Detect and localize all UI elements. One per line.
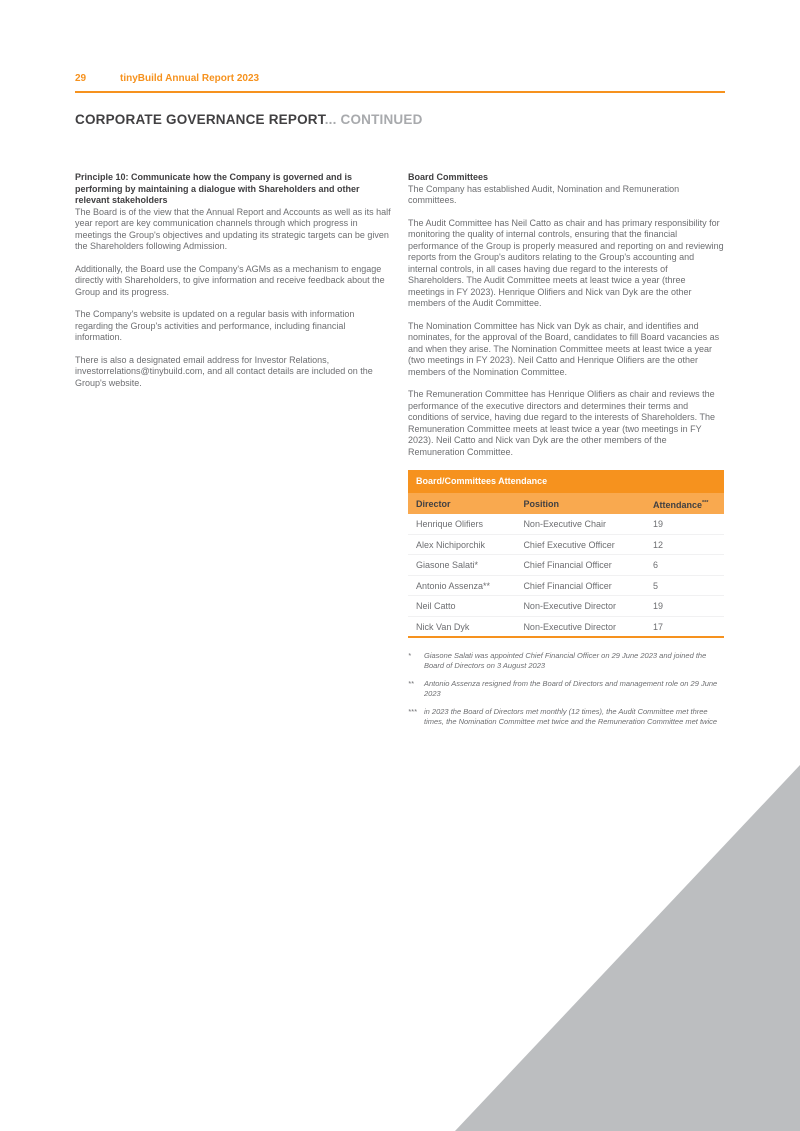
paragraph-committees-intro: The Company has established Audit, Nomination and Remuneration committees. [408, 183, 680, 205]
cell-position: Non-Executive Director [523, 601, 616, 611]
cell-position: Chief Financial Officer [523, 560, 612, 570]
cell-director: Giasone Salati* [416, 560, 479, 570]
attendance-table-body [408, 514, 724, 636]
paragraph-website: The Company's website is updated on a regular basis with information regarding the Group's activities and performance, including financial information. [75, 309, 355, 342]
column-header-director: Director [416, 498, 451, 509]
cell-attendance: 6 [652, 560, 658, 570]
cell-director: Alex Nichiporchik [416, 539, 486, 550]
paragraph-agms: Additionally, the Board use the Company's AGMs as a mechanism to engage directly with Shareholders, to give information and receive feedback about the Group and its progress. [75, 263, 385, 297]
cell-position: Non-Executive Director [523, 621, 616, 632]
cell-attendance: 17 [652, 621, 663, 632]
header-line [75, 73, 725, 85]
table-row [408, 596, 724, 617]
left-column [75, 172, 391, 735]
footnote-text: Giasone Salati was appointed Chief Financial Officer on 29 June 2023 and joined the Board of Directors on 3 August 2023 [424, 651, 707, 670]
footnote [408, 707, 724, 727]
attendance-table-header-row [408, 493, 724, 515]
table-row [408, 617, 724, 637]
column-header-position: Position [523, 498, 559, 509]
right-column [408, 172, 724, 735]
attendance-header-footnote-marker: *** [702, 499, 709, 506]
footnote-marker: ** [408, 679, 414, 688]
footnotes [408, 651, 724, 727]
paragraph-remuneration-committee: The Remuneration Committee has Henrique Olifiers as chair and reviews the performance of the executive directors and determines their terms and conditions of service, having due regard to the interests of Shareholders. The Remuneration Committee meets at least twice a year (two meetings in FY 2023). Neil Catto and Nick van Dyk are the other members of the Remuneration Committee. [408, 389, 716, 457]
cell-attendance: 19 [652, 519, 663, 529]
section-title-main: CORPORATE GOVERNANCE REPORT [75, 112, 325, 127]
table-row [408, 555, 724, 576]
footnote-marker: * [408, 651, 411, 660]
cell-position: Chief Financial Officer [523, 580, 612, 591]
investor-relations-email[interactable]: investorrelations@tinybuild.com [75, 366, 203, 376]
footnote-text: in 2023 the Board of Directors met monthly (12 times), the Audit Committee met three times, the Nomination Committee met twice and the Remuneration Committee met twice [424, 707, 718, 726]
footnote [408, 679, 724, 699]
attendance-table [408, 470, 724, 638]
footnote [408, 651, 724, 671]
investor-paragraph-before: There is also a designated email address for Investor Relations, [75, 354, 330, 365]
cell-position: Non-Executive Chair [523, 519, 606, 529]
header-rule [75, 91, 725, 93]
cell-director: Nick Van Dyk [416, 621, 470, 632]
investor-paragraph-after: , and all contact details are included on the Group's website. [75, 366, 373, 388]
cell-director: Antonio Assenza** [416, 580, 491, 591]
footnote-marker: *** [408, 707, 417, 716]
column-header-attendance [645, 493, 724, 515]
board-committees-heading: Board Committees [408, 172, 489, 182]
cell-director: Neil Catto [416, 601, 456, 611]
paragraph-audit-committee: The Audit Committee has Neil Catto as chair and has primary responsibility for monitoring the quality of internal controls, ensuring that the financial performance of the Group is properly measured and reporting on and reviewing reports from the Group's auditors relating to the Group's accounting and internal controls, in all cases having due regard to the interests of Shareholders. The Audit Committee meets at least twice a year (three meetings in FY 2023). Henrique Olifiers and Nick van Dyk are the other members of the Audit Committee. [408, 217, 724, 308]
two-column-body [75, 172, 725, 735]
paragraph-nomination-committee: The Nomination Committee has Nick van Dyk as chair, and identifies and nominates, for the approval of the Board, candidates to fill Board vacancies as and when they arise. The Nomination Committee meets at least twice a year (two meetings in FY 2023). Neil Catto and Henrique Olifiers are the other members of the Nomination Committee. [408, 320, 720, 377]
page-header [75, 0, 725, 93]
cell-position: Chief Executive Officer [523, 539, 615, 550]
attendance-header-label: Attendance [652, 499, 702, 510]
page-number: 29 [75, 73, 87, 84]
attendance-table-title: Board/Committees Attendance [408, 470, 724, 493]
paragraph-annual-report: The Board is of the view that the Annual Report and Accounts as well as its half year report are key communication channels through which progress in meetings the Group's objectives and updating its strategic targets can be given the Shareholders following Admission. [75, 206, 391, 251]
cell-director: Henrique Olifiers [416, 519, 484, 529]
table-row [408, 535, 724, 556]
principle-10-heading: Principle 10: Communicate how the Company is governed and is performing by maintaining a dialogue with Shareholders and other relevant stakeholders [75, 172, 360, 205]
table-row [408, 514, 724, 535]
footnote-text: Antonio Assenza resigned from the Board of Directors and management role on 29 June 2023 [424, 679, 718, 698]
cell-attendance: 19 [652, 601, 663, 611]
section-title [75, 112, 725, 127]
section-title-continued: ... CONTINUED [324, 112, 423, 127]
table-row [408, 576, 724, 597]
cell-attendance: 5 [652, 580, 658, 591]
corner-triangle-decoration [455, 765, 800, 1131]
report-title: tinyBuild Annual Report 2023 [120, 73, 260, 84]
cell-attendance: 12 [652, 539, 663, 550]
paragraph-investor-relations [75, 355, 391, 390]
